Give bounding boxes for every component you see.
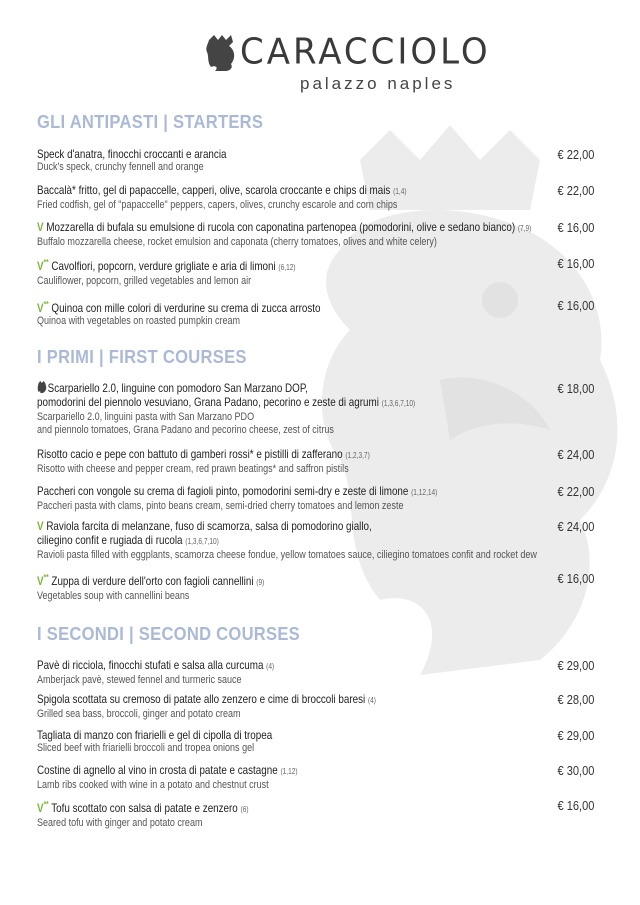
item-name-line2: ciliegino confit e rugiada di rucola (1,3,6,7,10) (37, 533, 219, 547)
vegan-marker-icon: V** (37, 300, 49, 315)
item-price: € 24,00 (557, 447, 594, 462)
item-description: Sliced beef with friarielli broccoli and tropea onions gel (37, 742, 255, 754)
menu-item (37, 256, 617, 288)
item-price: € 22,00 (557, 183, 594, 198)
menu-item (37, 728, 617, 755)
item-name: Tagliata di manzo con friarielli e gel di cipolla di tropea (37, 728, 273, 742)
menu-item (37, 183, 617, 212)
menu-item (37, 658, 617, 687)
brand-subtitle: palazzo naples (300, 74, 456, 93)
item-name: V** Zuppa di verdure dell'orto con fagioli cannellini (9) (37, 573, 265, 588)
vegan-marker-icon: V** (37, 800, 49, 815)
menu-item (37, 220, 617, 249)
item-name: Risotto cacio e pepe con battuto di gamberi rossi* e pistilli di zafferano (1,2,3,7) (37, 447, 370, 461)
item-price: € 29,00 (557, 728, 594, 743)
menu-item (37, 484, 617, 513)
item-price: € 16,00 (557, 571, 594, 586)
item-price: € 16,00 (557, 798, 594, 813)
menu-item (37, 447, 617, 476)
item-description: Amberjack pavè, stewed fennel and turmeric sauce (37, 674, 242, 686)
item-name: V** Cavolfiori, popcorn, verdure grigliate e aria di limoni (6,12) (37, 258, 296, 273)
item-description: Paccheri pasta with clams, pinto beans cream, semi-dried cherry tomatoes and lemon zeste (37, 500, 404, 512)
item-description: Quinoa with vegetables on roasted pumpkin cream (37, 315, 241, 327)
item-price: € 22,00 (557, 147, 594, 162)
section-title-starters: GLI ANTIPASTI | STARTERS (37, 112, 264, 132)
menu-item (37, 571, 617, 603)
item-price: € 29,00 (557, 658, 594, 673)
vegan-marker-icon: V** (37, 258, 49, 273)
item-description: Grilled sea bass, broccoli, ginger and potato cream (37, 708, 241, 720)
item-allergens: (1,12,14) (411, 488, 438, 497)
item-allergens: (9) (256, 578, 265, 587)
item-description: Risotto with cheese and pepper cream, red prawn beatings* and saffron pistils (37, 463, 349, 475)
item-price: € 24,00 (557, 519, 594, 534)
item-description: Duck's speck, crunchy fennell and orange (37, 161, 204, 173)
section-title-second-courses: I SECONDI | SECOND COURSES (37, 624, 301, 644)
item-name: Costine di agnello al vino in crosta di patate e castagne (1,12) (37, 763, 298, 777)
item-price: € 16,00 (557, 298, 594, 313)
item-allergens: (1,3,6,7,10) (381, 399, 416, 408)
item-name: V** Quinoa con mille colori di verdurine su crema di zucca arrosto (37, 300, 321, 315)
item-allergens: (1,12) (280, 767, 298, 776)
item-allergens: (4) (266, 662, 275, 671)
item-name: V Raviola farcita di melanzane, fuso di scamorza, salsa di pomodorino giallo, (37, 519, 372, 533)
item-description: Fried codfish, gel of "papaccelle" peppers, capers, olives, crunchy escarole and corn chips (37, 199, 398, 211)
vegetarian-marker-icon: V (37, 519, 44, 533)
chef-special-icon (37, 380, 48, 394)
lion-crest-icon (205, 34, 237, 72)
item-price: € 22,00 (557, 484, 594, 499)
item-description: Cauliflower, popcorn, grilled vegetables and lemon air (37, 275, 252, 287)
item-description: Ravioli pasta filled with eggplants, scamorza cheese fondue, yellow tomatoes sauce, ciliegino tomatoes confit and rocket dew (37, 549, 537, 561)
item-price: € 30,00 (557, 763, 594, 778)
item-name: Paccheri con vongole su crema di fagioli pinto, pomodorini semi-dry e zeste di limone (1,12,14) (37, 484, 438, 498)
item-allergens: (1,3,6,7,10) (185, 537, 219, 546)
item-price: € 16,00 (557, 220, 594, 235)
item-description: Buffalo mozzarella cheese, rocket emulsion and caponata (cherry tomatoes, olives and white celery) (37, 236, 437, 248)
menu-item (37, 298, 617, 328)
item-description: Vegetables soup with cannellini beans (37, 590, 190, 602)
item-price: € 16,00 (557, 256, 594, 271)
brand-name: CARACCIOLO (240, 31, 491, 73)
item-description: Seared tofu with ginger and potato cream (37, 817, 203, 829)
menu-item (37, 147, 617, 174)
item-description-line2: and piennolo tomatoes, Grana Padano and pecorino cheese, zest of citrus (37, 424, 334, 436)
menu-item (37, 692, 617, 721)
item-name: Pavè di ricciola, finocchi stufati e salsa alla curcuma (4) (37, 658, 275, 672)
item-allergens: (7,9) (517, 224, 532, 233)
menu-item (37, 380, 617, 437)
item-name: Scarpariello 2.0, linguine con pomodoro San Marzano DOP, (37, 380, 513, 395)
item-name: V Mozzarella di bufala su emulsione di rucola con caponatina partenopea (pomodorini, olive e sedano bianco) (7,9) (37, 220, 532, 234)
item-allergens: (6) (240, 805, 249, 814)
item-name: Spigola scottata su cremoso di patate allo zenzero e cime di broccoli baresi (4) (37, 692, 376, 706)
item-description: Scarpariello 2.0, linguini pasta with San Marzano PDO (37, 411, 255, 423)
item-name: V** Tofu scottato con salsa di patate e zenzero (6) (37, 800, 249, 815)
menu-item (37, 519, 617, 562)
vegetarian-marker-icon: V (37, 220, 44, 234)
item-allergens: (4) (367, 696, 376, 705)
menu-item (37, 763, 617, 792)
item-allergens: (1,2,3,7) (345, 451, 370, 460)
vegan-marker-icon: V** (37, 573, 49, 588)
item-price: € 18,00 (557, 381, 594, 396)
item-allergens: (6,12) (278, 263, 296, 272)
item-allergens: (1,4) (393, 187, 407, 196)
item-name: Baccalà* fritto, gel di papaccelle, capperi, olive, scarola croccante e chips di mais (1,4) (37, 183, 407, 197)
brand-logo (0, 28, 640, 98)
item-price: € 28,00 (557, 692, 594, 707)
item-name-line2: pomodorini del piennolo vesuviano, Grana Padano, pecorino e zeste di agrumi (1,3,6,7,10) (37, 395, 416, 409)
menu-item (37, 798, 617, 830)
item-name: Speck d'anatra, finocchi croccanti e arancia (37, 147, 227, 161)
section-title-first-courses: I PRIMI | FIRST COURSES (37, 347, 247, 367)
item-description: Lamb ribs cooked with wine in a potato and chestnut crust (37, 779, 269, 791)
